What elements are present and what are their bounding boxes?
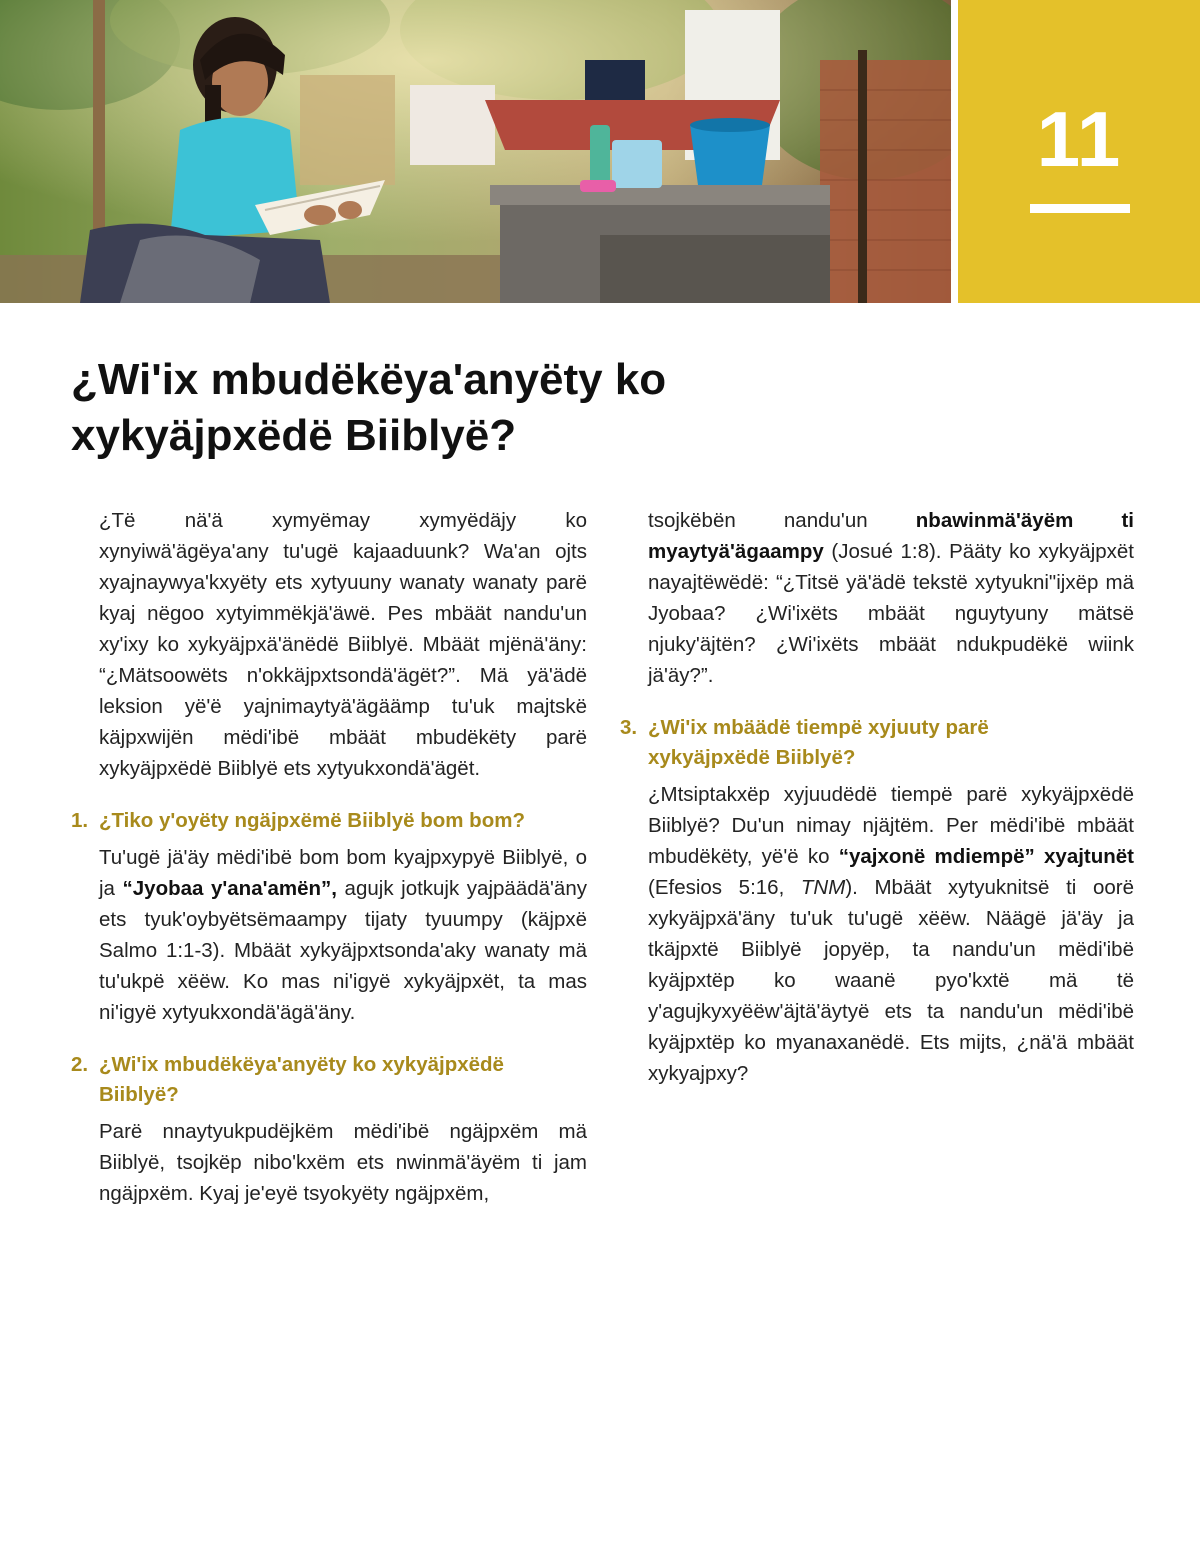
right-column [620, 505, 1134, 1089]
title-line-1: ¿Wi'ix mbudëkëya'anyëty ko [71, 355, 667, 404]
section-3-text-end: ). Mbäät xytyuknitsë ti oorë xykyäjpxä'äny tu'uk tu'ugë xëëw. Näägë jä'äy ja tkäjpxtë Biiblyë jopyëp, ta nandu'un mëdi'ibë kyäjpxtëp ko waanë pyo'kxtë mä të y'agujkyxyëëw'äjtä'äytyë ets ta nandu'un mëdi'ibë kyäjpxtëp ko myanaxanëdë. Ets mijts, ¿nä'ä mbäät xykyajpxy? [648, 876, 1134, 1085]
section-3-heading [620, 713, 1134, 773]
section-3-emphasis: “yajxonë mdiempë” xyajtunët [838, 845, 1135, 868]
section-3-question-line-1: ¿Wi'ix mbäädë tiempë xyjuuty parë [648, 716, 989, 739]
hero-photo [0, 0, 951, 303]
section-1-text-start: Tu'ugë jä'äy mëdi'ibë bom bom kyajpxypyë Biiblyë, o ja [99, 846, 587, 900]
section-3-question [648, 713, 1134, 773]
section-1-number: 1. [71, 809, 89, 832]
section-2-question [99, 1050, 587, 1110]
lesson-number-box [958, 0, 1200, 303]
section-3-paragraph [620, 779, 1134, 1089]
section-1-paragraph [71, 842, 587, 1028]
section-3-text-start: ¿Mtsiptakxëp xyjuudëdë tiempë parë xykyäjpxëdë Biiblyë? Du'un nimay njäjtëm. Per mëdi'ibë mbäät mbudëkëty, yë'ë ko [648, 783, 1134, 868]
section-1-text-end: agujk jotkujk yajpäädä'äny ets tyuk'oybyëtsëmaampy tijaty tyuumpy (käjpxë Salmo 1:1-3). Mbäät xykyäjpxtsonda'aky wanaty mä tu'ukpë xëëw. Ko mas ni'igyë xykyäjpxët, ta mas ni'igyë xytyukxondä'ägä'äny. [99, 877, 587, 1024]
section-2-paragraph-start: Parë nnaytyukpudëjkëm mëdi'ibë ngäjpxëm mä Biiblyë, tsojkëp nibo'kxëm ets nwinmä'äyëm ti jam ngäjpxëm. Kyaj je'eyë tsyokyëty ngäjpxëm, [99, 1120, 587, 1205]
section-1-question: ¿Tiko y'oyëty ngäjpxëmë Biiblyë bom bom? [99, 809, 525, 832]
left-column [71, 505, 587, 1209]
lesson-number-underline [1030, 204, 1130, 213]
section-1-emphasis: “Jyobaa y'ana'amën”, [122, 877, 337, 900]
section-3-italic: TNM [800, 876, 846, 899]
section-1-heading [71, 806, 587, 836]
section-2-number: 2. [71, 1053, 89, 1076]
section-2-question-line-1: ¿Wi'ix mbudëkëya'anyëty ko xykyäjpxëdë [99, 1053, 504, 1076]
section-2-cont-start: tsojkëbën nandu'un [648, 509, 916, 532]
section-3-question-line-2: xykyäjpxëdë Biiblyë? [648, 746, 856, 769]
intro-paragraph: ¿Të nä'ä xymyëmay xymyëdäjy ko xynyiwä'ägëya'any tu'ugë kajaaduunk? Wa'an ojts xyajnaywya'kxyëty ets xytyuuny wanaty wanaty parë kyaj nëgoo xytyimmëkjä'äwë. Pes mbäät nandu'un xy'ixy ko xykyäjpxä'änëdë Biiblyë. Mbäät mjënä'äny: “¿Mätsoowëts n'okkäjpxtsondä'ägët?”. Mä yä'ädë leksion yë'ë yajnimaytyä'ägäämp tu'uk majtskë käjpxwijën mëdi'ibë mbäät mbudëkëty parë xykyäjpxëdë Biiblyë ets xytyukxondä'ägët. [99, 509, 587, 780]
section-2-heading [71, 1050, 587, 1110]
lesson-number: 11 [1036, 95, 1122, 183]
section-2-emphasis: nbawinmä'äyëm ti myaytyä'ägaampy [648, 509, 1134, 563]
page-title [71, 352, 1071, 464]
section-3-number: 3. [620, 716, 638, 739]
woman-reading-bible-illustration [0, 0, 951, 303]
title-line-2: xykyäjpxëdë Biiblyë? [71, 411, 517, 460]
section-3-text-mid: (Efesios 5:16, [648, 876, 801, 899]
section-2-question-line-2: Biiblyë? [99, 1083, 179, 1106]
section-2-cont-end: (Josué 1:8). Pääty ko xykyäjpxët nayajtëwëdë: “¿Titsë yä'ädë tekstë xytyukni"ijxëp mä Jyobaa? ¿Wi'ixëts mbäät nguytyuny mätsë njuky'äjtën? ¿Wi'ixëts mbäät ndukpudëkë wiink jä'äy?”. [648, 540, 1134, 687]
section-2-paragraph-continued [620, 505, 1134, 691]
